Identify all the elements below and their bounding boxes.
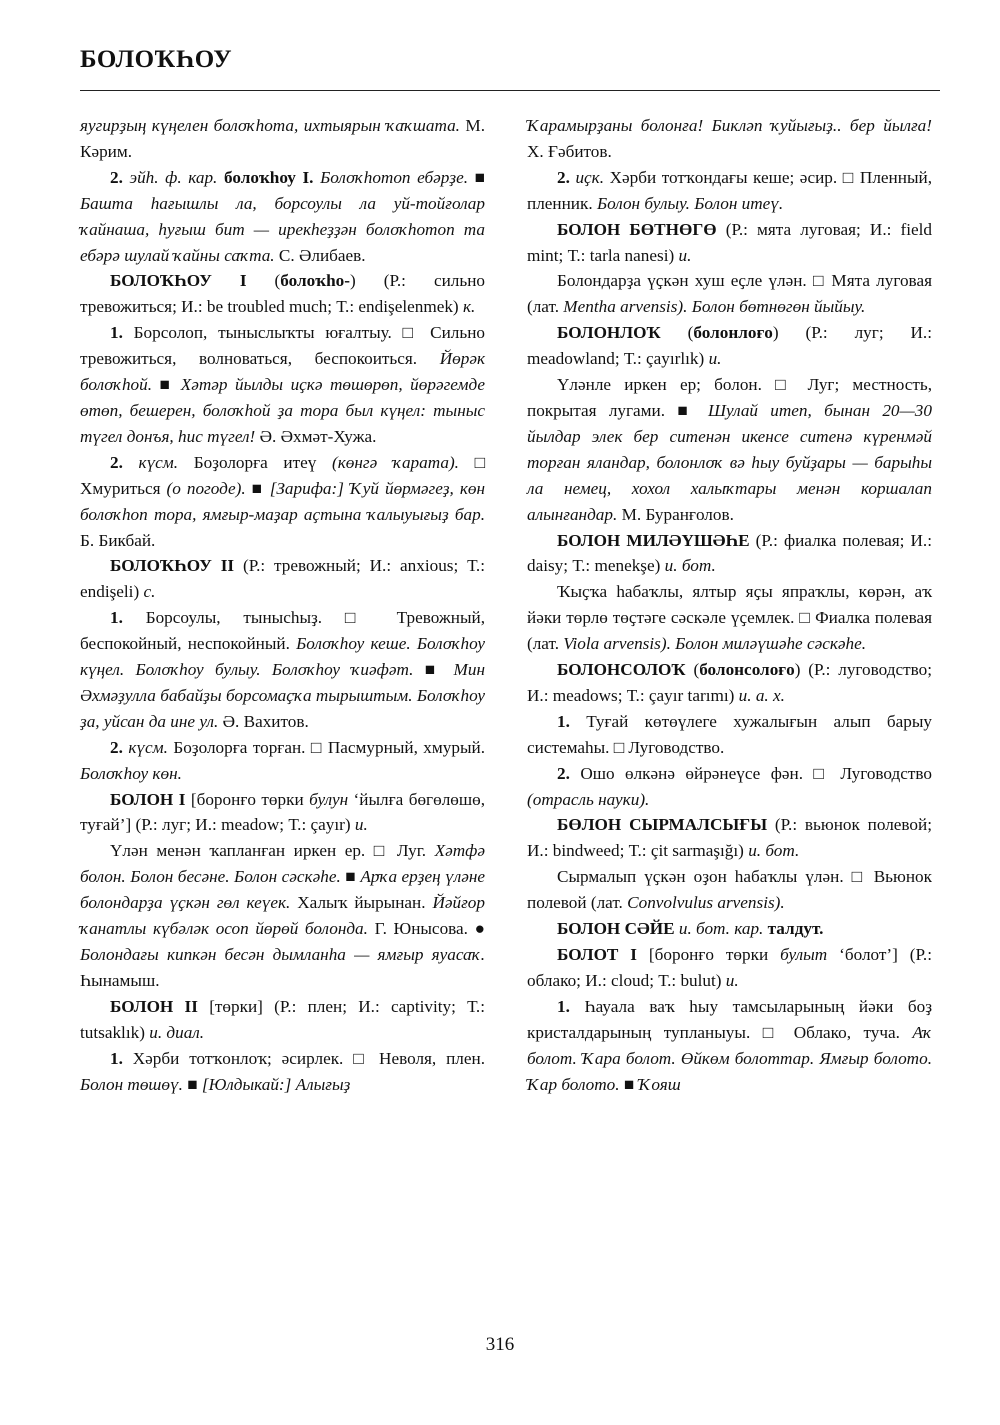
body-text: Боҙолорға торған. □ Пасмурный, хмурый. — [167, 737, 486, 757]
italic-text: и. — [725, 970, 739, 990]
dictionary-paragraph — [80, 605, 485, 735]
dictionary-paragraph — [527, 268, 932, 320]
headword-text: БОЛОН МИЛӘҮШӘҺЕ — [557, 530, 750, 550]
dictionary-paragraph — [527, 320, 932, 372]
italic-text: Арҡа ерҙең үләне болондарҙа үҫкән гөл кеүек. — [80, 867, 485, 913]
headword-text: болонлоғо — [693, 323, 773, 343]
body-text: ‘болот’] (Р.: облако; И.: cloud; Т.: bulut) — [527, 945, 932, 990]
italic-text: күсм. — [128, 737, 168, 757]
body-text: Болондарҙа үҫкән хуш еҫле үлән. □ Мята луговая (лат. — [527, 271, 932, 317]
italic-text: Болоҡһотоп ебәрҙе. — [320, 167, 469, 187]
body-text: Г. Юнысова. ● — [367, 919, 486, 939]
dictionary-paragraph — [527, 217, 932, 269]
left-column — [80, 113, 485, 1097]
italic-text: Аҡ болот. Ҡара болот. Өйкөм болоттар. Ямғыр болото. Ҡар болото. — [527, 1022, 932, 1094]
body-text: Борсолоп, тыныслыҡты юғалтыу. □ Сильно тревожиться, волноваться, беспокоиться. — [80, 323, 485, 369]
body-text: ■ — [182, 1074, 202, 1094]
body-text: ■ — [619, 1074, 639, 1094]
headword-text: БОЛОТ I — [557, 945, 637, 964]
body-text: ■ — [413, 660, 454, 680]
headword-text: 2. — [557, 763, 570, 783]
headword-text: 2. — [557, 167, 576, 187]
dictionary-paragraph — [80, 1046, 485, 1098]
headword-text: БОЛОНЛОҠ — [557, 323, 661, 343]
italic-text: и. бот. — [748, 841, 800, 861]
italic-text: Йөрәк болоҡһой. — [80, 349, 485, 395]
headword-text: 1. — [110, 323, 123, 343]
body-text: Халыҡ йырынан. — [290, 893, 433, 913]
body-text: Туғай көтөүлеге хужалығын алып барыу системаһы. □ Луговодство. — [527, 711, 932, 757]
body-text: Х. Ғәбитов. — [527, 141, 612, 161]
italic-text: эйһ. ф. кар. — [129, 167, 218, 187]
body-text: Ә. Вахитов. — [218, 711, 309, 731]
headword-text: БОЛОН I — [110, 789, 186, 809]
dictionary-paragraph — [527, 372, 932, 527]
italic-text: (көнгә ҡарата). — [332, 452, 459, 472]
dictionary-paragraph — [80, 994, 485, 1046]
body-text: ( — [660, 323, 694, 343]
dictionary-paragraph — [80, 165, 485, 269]
body-text: (Р.: тревожный; И.: anxious; Т.: endişeli) — [80, 556, 486, 602]
body-text: [боронғо төрки — [185, 789, 310, 809]
headword-text: болоҡһо- — [280, 271, 350, 291]
italic-text: Болоҡһоу көн. — [80, 763, 182, 783]
italic-text: и. — [678, 245, 692, 265]
italic-text: күсм. — [138, 452, 179, 472]
body-text: (Р.: мята луговая; И.: field mint; Т.: tarla nanesi) — [527, 219, 932, 265]
headword-text: 1. — [557, 711, 570, 731]
body-text: (Р.: вьюнок полевой; И.: bindweed; Т.: çit sarmaşığı) — [527, 815, 932, 861]
body-text: Сырмалып үҫкән оҙон һабаҡлы үлән. □ Вьюнок полевой (лат. — [527, 867, 932, 913]
body-text: Боҙолорға итеү — [178, 452, 333, 472]
italic-text: к. — [462, 297, 476, 317]
italic-text: и. бот. кар. — [678, 919, 764, 939]
dictionary-paragraph — [527, 994, 932, 1098]
body-text: Һауала ваҡ һыу тамсыларының йәки боҙ кристалдарының тупланыуы. □ Облако, туча. — [527, 996, 932, 1042]
headword-text: БОЛОН БӨТНӨГӨ — [557, 219, 717, 239]
headword-text: БӨЛОН СЫРМАЛСЫҒЫ — [557, 815, 768, 835]
italic-text: Болоҡһоу кеше. Болоҡһоу күңел. Болоҡһоу булыу. Болоҡһоу ҡиәфәт. — [80, 634, 485, 680]
italic-text: Ҡарамырҙаны болонға! Бикләп ҡуйығыҙ.. бер йылға! — [527, 116, 932, 135]
italic-text: Болон булыу. Болон итеү. — [596, 193, 784, 213]
body-text: (Р.: фиалка полевая; И.: daisy; Т.: menekşe) — [527, 530, 932, 576]
headword-text: БОЛОНСОЛОҠ — [557, 660, 686, 680]
body-text: Ҡыҫҡа һабаҡлы, ялтыр яҫы япраҡлы, көрән, аҡ йәки төрлө төҫтәге сәскәле үҫемлек. □ Фиалка полевая (лат. — [527, 582, 932, 654]
body-text: ■ — [152, 375, 181, 395]
dictionary-paragraph — [80, 787, 485, 839]
header-rule — [80, 90, 940, 91]
headword-text: БОЛОҠҺОУ I — [110, 271, 247, 291]
dictionary-paragraph — [527, 657, 932, 709]
body-text: ) (Р.: луг; И.: meadowland; Т.: çayırlık) — [527, 323, 932, 369]
italic-text: и. — [708, 349, 722, 369]
body-text: ■ — [468, 167, 485, 187]
italic-text: и. бот. — [664, 556, 716, 576]
italic-text: Шулай итеп, бынан 20—30 йылдар элек бер ситенән икенсе ситенә күренмәй торған яландар, болонлоҡ вә һыу буйҙары — барыһы ла немец, хохол халыҡтары менән коршалап алынғандар. — [527, 400, 932, 524]
dictionary-paragraph — [80, 450, 485, 554]
right-column — [527, 113, 932, 1097]
headword-text: талдут. — [767, 919, 824, 939]
dictionary-paragraph — [527, 916, 932, 942]
dictionary-paragraph — [527, 812, 932, 864]
headword-text: 2. — [110, 737, 129, 757]
body-text: Борсоулы, тынысһыҙ. □ Тревожный, беспокойный, неспокойный. — [80, 608, 485, 654]
headword-text: 1. — [557, 996, 570, 1016]
dictionary-paragraph — [527, 942, 932, 994]
body-text: Үлән менән ҡапланған иркен ер. □ Луг. — [110, 841, 435, 861]
body-text: М. Буранғолов. — [617, 504, 734, 524]
italic-text: Мин Әхмәҙулла бабайҙы борсомаҫҡа тырыштым. Болоҡһоу ҙа, уйсан да ине ул. — [80, 660, 485, 731]
headword-text: БОЛОҠҺОУ II — [110, 556, 235, 576]
body-text: С. Әлибаев. — [274, 245, 366, 265]
body-text: Үләнле иркен ер; болон. □ Луг; местность, покрытая лугами. ■ — [527, 375, 932, 420]
italic-text: Хәтәр йылды иҫкә төшөрөп, йөрәгемде өтөп, бешерен, болоҡһой ҙа тора был күңел: тыныс түгел донъя, һис түгел! — [80, 375, 485, 446]
body-text: ) (Р.: сильно тревожиться; И.: be troubled much; Т.: endişelenmek) — [80, 271, 486, 317]
headword-text: болонсолоғо — [699, 660, 795, 680]
italic-text: Болон төшөү. — [80, 1074, 183, 1094]
dictionary-paragraph — [80, 268, 485, 320]
italic-text: Йәйғор ҡанатлы күбәләк осоп йөрөй болонда. — [80, 893, 485, 939]
dictionary-paragraph — [527, 579, 932, 657]
dictionary-paragraph — [527, 761, 932, 813]
running-head: БОЛОҠҺОУ — [80, 46, 233, 73]
body-text: □ Хмуриться — [80, 452, 485, 498]
italic-text: булун — [309, 789, 349, 809]
body-text: ( — [685, 660, 700, 680]
dictionary-paragraph — [527, 864, 932, 916]
italic-text: и. — [354, 815, 368, 835]
italic-text: [Юлдыкай:] Алығыҙ — [201, 1074, 351, 1094]
italic-text: (отрасль науки). — [527, 789, 650, 809]
headword-text: 1. — [110, 1048, 123, 1068]
italic-text: с. — [143, 582, 156, 602]
italic-text: Mentha arvensis). Болон бөтнөгөн йыйыу. — [563, 297, 866, 317]
body-text: ■ — [340, 867, 361, 887]
body-text: Ә. Әхмәт-Хужа. — [255, 426, 377, 446]
dictionary-paragraph — [80, 838, 485, 993]
italic-text: Хәтфә болон. Болон бесәне. Болон сәскәһе. — [80, 841, 485, 887]
headword-text: 1. — [110, 608, 123, 628]
italic-text: Болондағы кипкән бесән дымланһа — ямғыр яуасаҡ. — [80, 945, 485, 964]
italic-text: Ҡояш — [638, 1074, 681, 1094]
body-text: Б. Бикбай. — [80, 530, 156, 550]
italic-text: и. а. х. — [738, 685, 785, 705]
body-text: Хәрби тотҡонлоҡ; әсирлек. □ Неволя, плен. — [122, 1048, 485, 1068]
italic-text: иҫк. — [575, 167, 605, 187]
dictionary-paragraph — [80, 553, 485, 605]
body-text: М. Кәрим. — [80, 116, 485, 161]
headword-text: 2. — [110, 167, 130, 187]
italic-text: и. диал. — [149, 1022, 205, 1042]
headword-text: БОЛОН СӘЙЕ — [557, 919, 675, 939]
body-text: Һынамыш. — [80, 970, 160, 990]
headword-text: БОЛОН II — [110, 996, 198, 1016]
dictionary-paragraph — [527, 709, 932, 761]
body-text: ( — [246, 271, 281, 291]
italic-text: [Зарифа:] Ҡуй йөрмәгеҙ, көн болоҡһоп тора, ямғыр-маҙар аҫтына ҡалыуығыҙ бар. — [80, 478, 485, 524]
dictionary-paragraph — [80, 735, 485, 787]
dictionary-paragraph — [527, 165, 932, 217]
italic-text: Башта һағышлы ла, борсоулы ла уй-тойғолар ҡайнаша, һуғыш бит — ирекһеҙҙән болоҡһотоп та ебәрә шулай ҡайны саҡта. — [80, 193, 485, 265]
body-text — [217, 168, 224, 187]
body-text: ‘йылға бөгөлөшө, туғай’] (Р.: луг; И.: meadow; Т.: çayır) — [80, 789, 485, 835]
body-text: [боронғо төрки — [637, 945, 781, 964]
page-number: 316 — [485, 1334, 515, 1355]
body-text: Хәрби тотҡондағы кеше; әсир. □ Пленный, пленник. — [527, 167, 932, 213]
italic-text: булыт — [780, 945, 828, 964]
italic-text: Viola arvensis). Болон миләүшәһе сәскәһе. — [563, 634, 867, 654]
italic-text: Convolvulus arvensis). — [627, 893, 785, 913]
dictionary-paragraph — [527, 113, 932, 165]
body-text: ) (Р.: луговодство; И.: meadows; Т.: çayır tarımı) — [527, 660, 932, 705]
headword-text: болоҡһоу I. — [223, 167, 314, 187]
dictionary-paragraph — [80, 320, 485, 450]
body-text: ■ — [245, 478, 270, 498]
italic-text: яугирҙың күңелен болоҡһота, ихтыярын ҡаҡшата. — [80, 116, 460, 135]
body-text: [төрки] (Р.: плен; И.: captivity; Т.: tutsaklık) — [80, 996, 485, 1042]
body-text: Ошо өлкәнә өйрәнеүсе фән. □ Луговодство — [569, 763, 932, 783]
italic-text: (о погоде). — [166, 478, 246, 498]
headword-text: 2. — [110, 452, 139, 472]
dictionary-paragraph — [80, 113, 485, 165]
dictionary-paragraph — [527, 528, 932, 580]
